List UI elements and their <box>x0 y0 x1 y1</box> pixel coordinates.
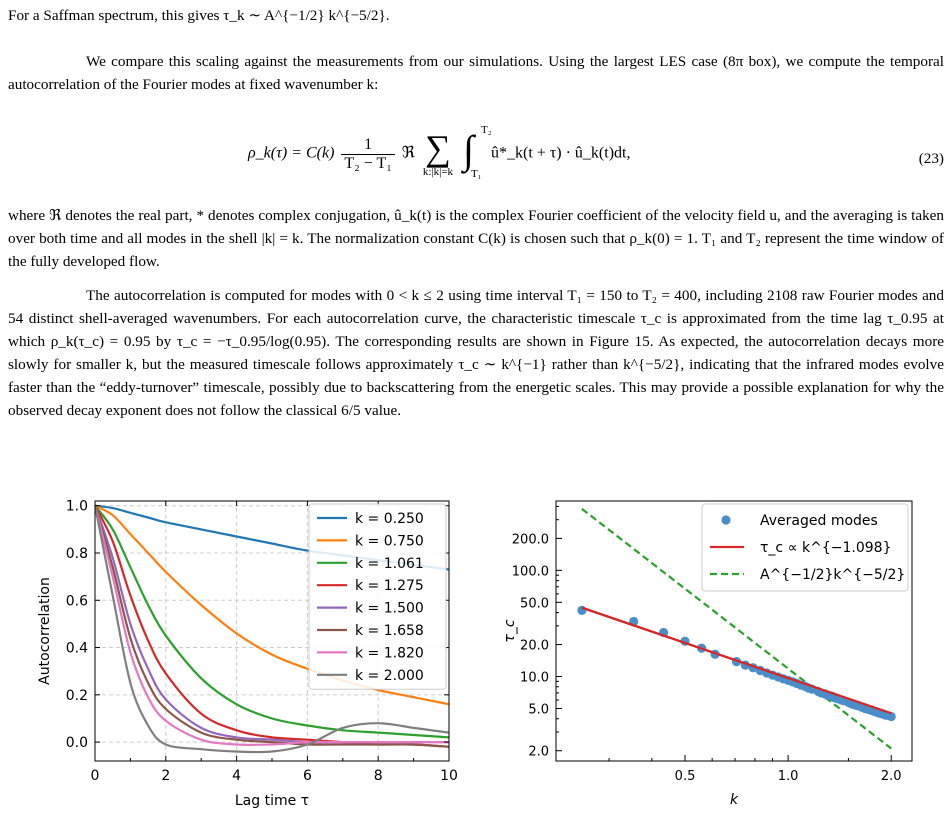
legend-label: k = 2.000 <box>355 667 424 684</box>
x-tick-label: 10 <box>440 768 458 784</box>
x-tick-label: 0 <box>90 768 100 784</box>
paragraph-compare-text: We compare this scaling against the measurements from our simulations. Using the largest LES case (8π box), we compute the temporal autocorrelation of the Fourier modes at fixed wavenumber k: <box>8 53 944 93</box>
y-tick-label: 5.0 <box>528 702 549 718</box>
integrand: û*_k(t + τ) · û_k(t)dt, <box>491 144 631 162</box>
fraction-denominator: T₂ − T₁ <box>344 154 392 172</box>
paragraph-results-text: The autocorrelation is computed for modes with 0 < k ≤ 2 using time interval T₁ = 150 to T₂ = 400, including 2108 raw Fourier modes and 54 distinct shell-averaged wavenumbers. For each autocorrelation curve, the characteristic timescale τ_c is approximated from the time lag τ_0.95 at which ρ_k(τ_c) = 0.95 by τ_c = −τ_0.95/log(0.95). The corresponding results are shown in Figure 15. As expected, the autocorrelation decays more slowly for smaller k, but the measured timescale follows approximately τ_c ∼ k^{−1} rather than k^{−5/2}, indicating that the infrared modes evolve faster than the “eddy-turnover” timescale, possibly due to backscattering from the energetic scales. This may provide a possible explanation for why the observed decay exponent does not follow the classical 6/5 value. <box>8 287 944 419</box>
x-axis-label: k <box>729 792 739 808</box>
legend-label: A^{−1/2}k^{−5/2} <box>760 567 906 583</box>
equation-23 <box>0 124 952 198</box>
x-tick-label: 2 <box>161 768 171 784</box>
fraction-numerator: 1 <box>341 136 394 155</box>
y-tick-label: 200.0 <box>511 532 549 548</box>
real-part-symbol: ℜ <box>401 144 415 162</box>
legend-label: k = 1.275 <box>355 578 424 595</box>
x-tick-label: 0.5 <box>674 769 696 784</box>
legend-label: Averaged modes <box>760 513 878 529</box>
paragraph-definitions <box>8 204 944 273</box>
sum-subscript: k:|k|=k <box>422 166 454 178</box>
autocorrelation-chart <box>37 499 458 809</box>
equation-lhs: ρ_k(τ) = C(k) <box>248 144 335 162</box>
y-tick-label: 20.0 <box>520 638 549 654</box>
legend-label: k = 0.750 <box>355 533 424 550</box>
equation-fraction <box>341 136 394 173</box>
paragraph-definitions-text: where ℜ denotes the real part, * denotes complex conjugation, û_k(t) is the complex Fourier coefficient of the velocity field u, and the averaging is taken over both time and all modes in the shell |k| = k. The normalization constant C(k) is chosen such that ρ_k(0) = 1. T₁ and T₂ represent the time window of the fully developed flow. <box>8 207 944 270</box>
y-tick-label: 0.0 <box>65 735 88 752</box>
equation-number: (23) <box>918 150 944 167</box>
figure-15 <box>0 477 952 817</box>
y-tick-label: 2.0 <box>528 744 549 760</box>
equation-body <box>248 124 631 180</box>
y-axis-label: τ_c <box>502 619 518 643</box>
paragraph-compare <box>8 50 944 96</box>
sum-symbol: ∑ <box>425 128 451 168</box>
y-tick-label: 0.2 <box>65 687 88 704</box>
x-tick-label: 4 <box>232 768 242 784</box>
x-tick-label: 2.0 <box>880 769 902 784</box>
legend <box>309 504 446 689</box>
integral-upper-limit: T₂ <box>481 124 492 136</box>
legend <box>702 504 908 591</box>
text-line-saffman <box>8 4 944 27</box>
legend-label: τ_c ∝ k^{−1.098} <box>760 540 892 556</box>
legend-label: k = 0.250 <box>355 511 424 527</box>
integral-symbol: ∫ <box>463 127 474 172</box>
legend-swatch <box>721 515 730 524</box>
integral-operator <box>461 124 492 180</box>
paragraph-results <box>8 284 944 422</box>
x-axis-label: Lag time τ <box>234 793 310 809</box>
legend-label: k = 1.061 <box>355 555 424 572</box>
legend-box <box>309 504 446 689</box>
integral-lower-limit: T₁ <box>471 168 482 180</box>
sum-operator <box>423 130 453 178</box>
y-tick-label: 100.0 <box>511 564 549 580</box>
y-tick-label: 10.0 <box>520 670 549 686</box>
timescale-chart <box>502 501 912 808</box>
legend-label: k = 1.658 <box>355 623 424 639</box>
legend-label: k = 1.500 <box>355 600 424 617</box>
legend-label: k = 1.820 <box>355 645 424 662</box>
x-tick-label: 6 <box>302 768 312 784</box>
y-tick-label: 0.4 <box>65 640 88 657</box>
data-point <box>577 606 586 615</box>
y-tick-label: 1.0 <box>65 498 88 515</box>
y-axis-label: Autocorrelation <box>37 577 53 685</box>
x-tick-label: 1.0 <box>777 769 799 784</box>
y-tick-label: 50.0 <box>520 596 549 612</box>
x-tick-label: 8 <box>373 768 383 784</box>
y-tick-label: 0.8 <box>65 546 88 562</box>
fit-line-overlay <box>582 608 891 714</box>
saffman-sentence: For a Saffman spectrum, this gives τ_k ∼ A^{−1/2} k^{−5/2}. <box>8 7 390 24</box>
y-tick-label: 0.6 <box>65 593 88 610</box>
